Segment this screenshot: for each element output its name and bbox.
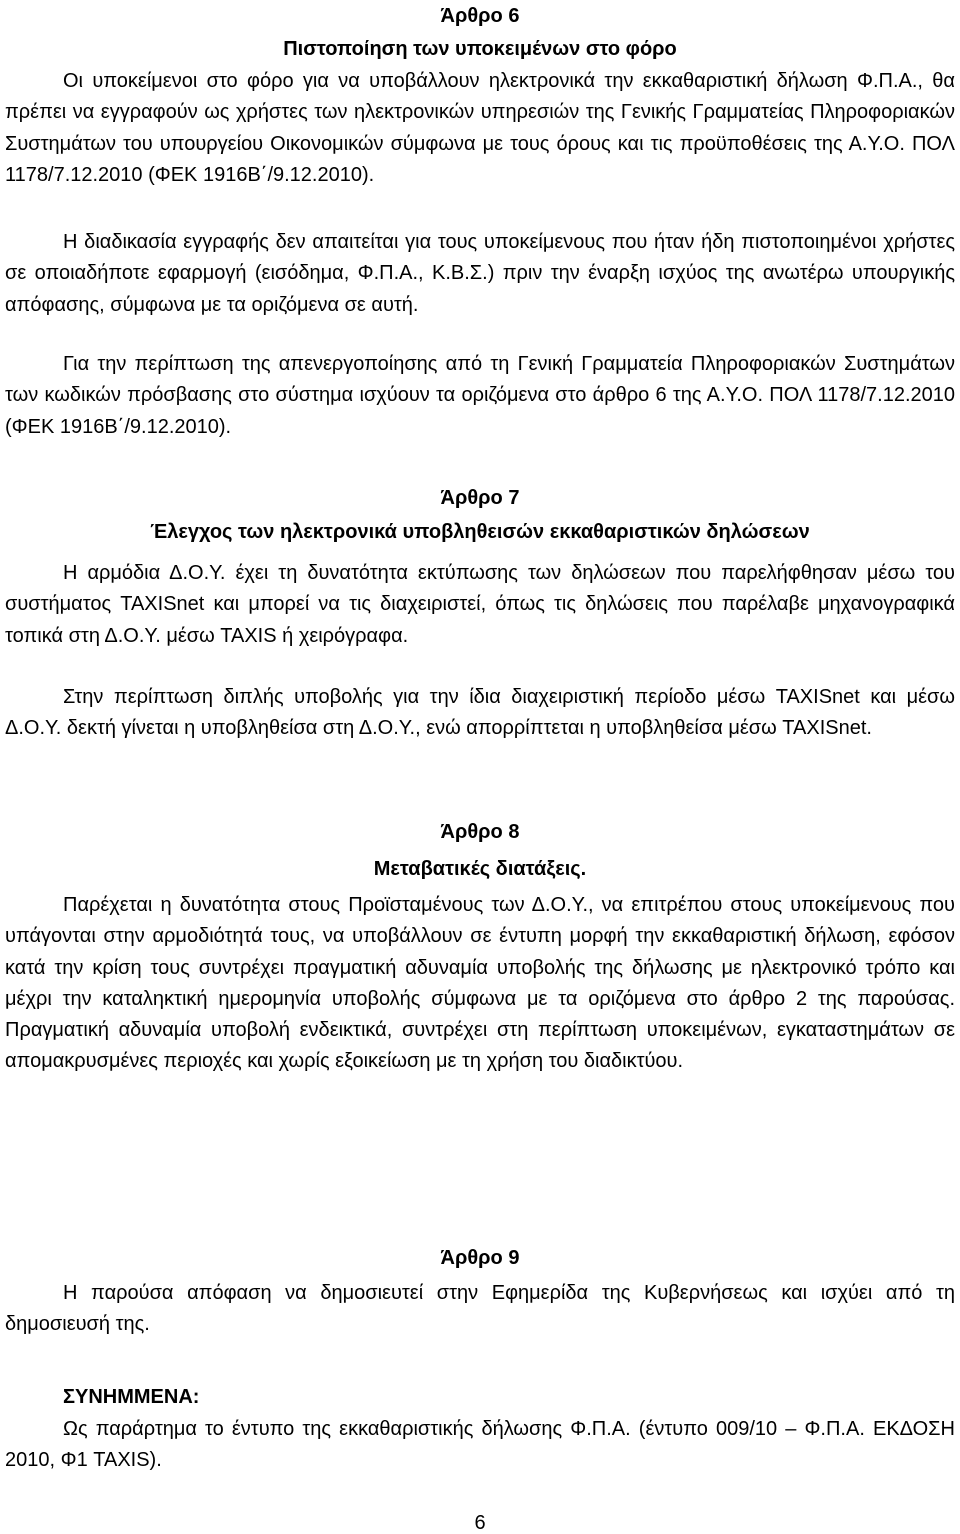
article-8-paragraph-1: Παρέχεται η δυνατότητα στους Προϊσταμένους των Δ.Ο.Υ., να επιτρέπου στους υποκείμενους που υπάγονται στην αρμοδιότητά τους, να υποβάλλουν σε έντυπη μορφή την εκκαθαριστική δήλωση, εφόσον κατά την κρίση τους συντρέχει πραγματική αδυναμία υποβολής της δήλωσης με ηλεκτρονικό τρόπο και μέχρι την καταληκτική ημερομηνία υποβολής σύμφωνα με τα οριζόμενα στο άρθρο 2 της παρούσας. Πραγματική αδυναμία υποβολή ενδεικτικά, συντρέχει στη περίπτωση υποκειμένων, εγκαταστημάτων σε απομακρυσμένες περιοχές και χωρίς εξοικείωση με τη χρήση του διαδικτύου. [5,894,955,1073]
article-8-subtitle: Μεταβατικές διατάξεις. [373,858,587,880]
article-7-subtitle: Έλεγχος των ηλεκτρονικά υποβληθεισών εκκαθαριστικών δηλώσεων [150,521,810,543]
attachments-label: ΣΥΝΗΜΜΕΝΑ: [63,1386,200,1408]
article-8-title: Άρθρο 8 [440,821,520,843]
article-6-paragraph-1: Οι υποκείμενοι στο φόρο για να υποβάλλουν ηλεκτρονικά την εκκαθαριστική δήλωση Φ.Π.Α., θα πρέπει να εγγραφούν ως χρήστες των ηλεκτρονικών υπηρεσιών της Γενικής Γραμματείας Πληροφοριακών Συστημάτων του υπουργείου Οικονομικών σύμφωνα με τους όρους και τις προϋποθέσεις της Α.Υ.Ο. ΠΟΛ 1178/7.12.2010 (ΦΕΚ 1916Β΄/9.12.2010). [5,70,955,186]
article-7-title: Άρθρο 7 [440,487,520,509]
article-6-paragraph-3: Για την περίπτωση της απενεργοποίησης από τη Γενική Γραμματεία Πληροφοριακών Συστημάτων των κωδικών πρόσβασης στο σύστημα ισχύουν τα οριζόμενα στο άρθρο 6 της Α.Υ.Ο. ΠΟΛ 1178/7.12.2010 (ΦΕΚ 1916Β΄/9.12.2010). [5,353,955,438]
article-6-subtitle: Πιστοποίηση των υποκειμένων στο φόρο [283,38,677,60]
article-7-paragraph-2: Στην περίπτωση διπλής υποβολής για την ίδια διαχειριστική περίοδο μέσω TAXISnet και μέσω Δ.Ο.Υ. δεκτή γίνεται η υποβληθείσα στη Δ.Ο.Υ., ενώ απορρίπτεται η υποβληθείσα μέσω TAXISnet. [5,686,955,740]
article-9-title: Άρθρο 9 [440,1247,520,1269]
attachments-text: Ως παράρτημα το έντυπο της εκκαθαριστικής δήλωσης Φ.Π.Α. (έντυπο 009/10 – Φ.Π.Α. ΕΚΔΟΣΗ 2010, Φ1 TAXIS). [5,1418,955,1472]
article-6-paragraph-2: Η διαδικασία εγγραφής δεν απαιτείται για τους υποκείμενους που ήταν ήδη πιστοποιημένοι χρήστες σε οποιαδήποτε εφαρμογή (εισόδημα, Φ.Π.Α., Κ.Β.Σ.) πριν την έναρξη ισχύος της ανωτέρω υπουργικής απόφασης, σύμφωνα με τα οριζόμενα σε αυτή. [5,231,955,316]
article-9-paragraph-1: Η παρούσα απόφαση να δημοσιευτεί στην Εφημερίδα της Κυβερνήσεως και ισχύει από τη δημοσιευσή της. [5,1282,955,1336]
page-number: 6 [474,1512,486,1534]
article-6-title: Άρθρο 6 [440,5,520,27]
article-7-paragraph-1: Η αρμόδια Δ.Ο.Υ. έχει τη δυνατότητα εκτύπωσης των δηλώσεων που παρελήφθησαν μέσω του συστήματος TAXISnet και μπορεί να τις διαχειριστεί, όπως τις δηλώσεις που παρέλαβε μηχανογραφικά τοπικά στη Δ.Ο.Υ. μέσω TAXIS ή χειρόγραφα. [5,562,955,647]
